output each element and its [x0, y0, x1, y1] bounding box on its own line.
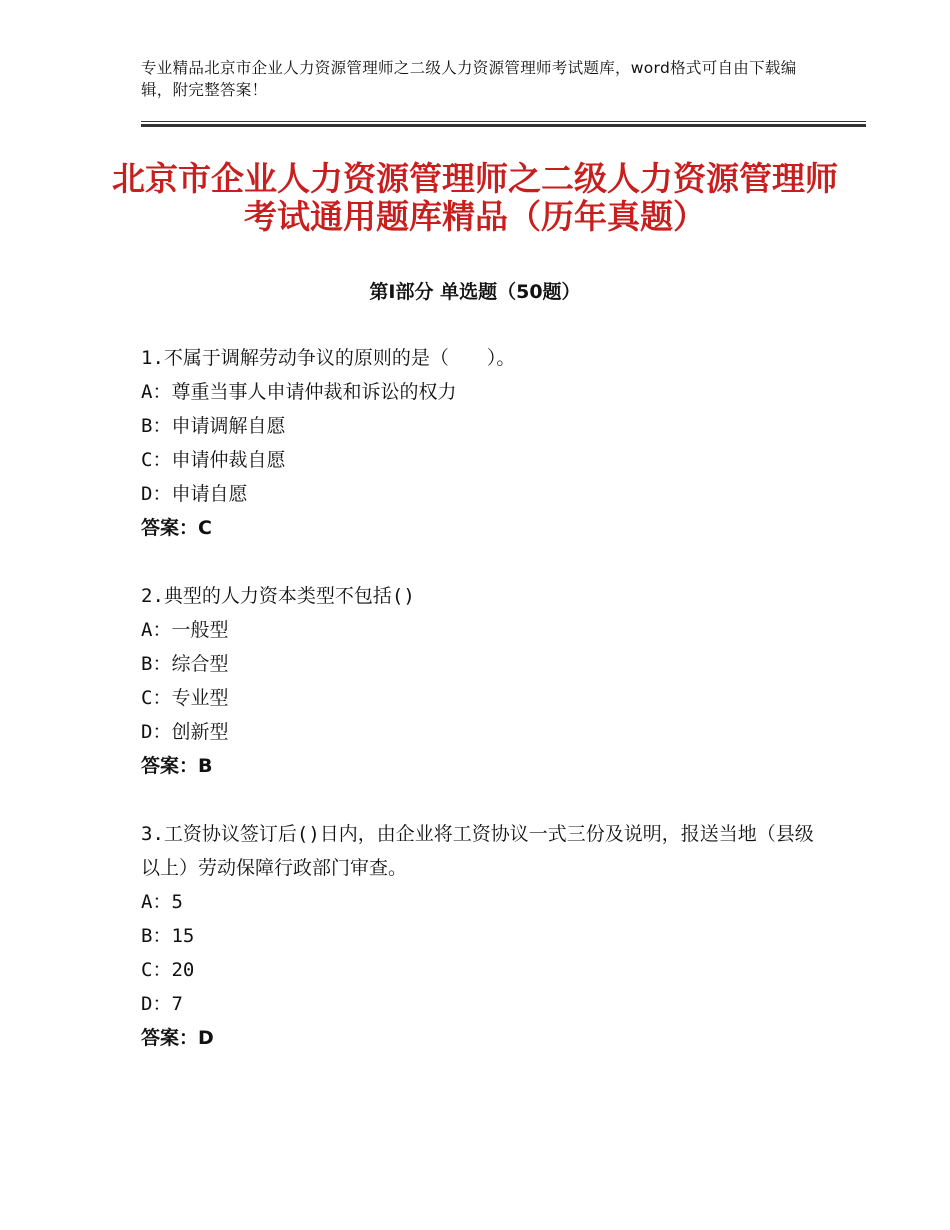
option-c: C：申请仲裁自愿: [141, 449, 286, 471]
question-1: [141, 341, 821, 545]
option-a: A：5: [141, 891, 183, 913]
option-d: D：创新型: [141, 721, 229, 743]
option-b: B：15: [141, 925, 195, 947]
answer: 答案：D: [141, 1027, 214, 1049]
question-3: [141, 817, 821, 1055]
option-a: A：一般型: [141, 619, 229, 641]
question-text: 1.不属于调解劳动争议的原则的是（ ）。: [141, 347, 516, 369]
header-divider-thin: [141, 121, 866, 122]
option-b: B：申请调解自愿: [141, 415, 286, 437]
option-c: C：专业型: [141, 687, 229, 709]
question-text: 2.典型的人力资本类型不包括(): [141, 585, 415, 607]
option-d: D：7: [141, 993, 183, 1015]
option-d: D：申请自愿: [141, 483, 248, 505]
document-title: 北京市企业人力资源管理师之二级人力资源管理师考试通用题库精品（历年真题）: [112, 159, 838, 236]
section-title: 第Ⅰ部分 单选题（50题）: [369, 281, 581, 303]
header-divider-thick: [141, 124, 866, 127]
option-b: B：综合型: [141, 653, 229, 675]
option-c: C：20: [141, 959, 195, 981]
answer: 答案：C: [141, 517, 212, 539]
question-2: [141, 579, 821, 783]
header-note: 专业精品北京市企业人力资源管理师之二级人力资源管理师考试题库，word格式可自由下载编辑，附完整答案！: [141, 59, 797, 99]
option-a: A：尊重当事人申请仲裁和诉讼的权力: [141, 381, 457, 403]
question-list: [141, 341, 821, 1089]
answer: 答案：B: [141, 755, 213, 777]
question-text: 3.工资协议签订后()日内，由企业将工资协议一式三份及说明，报送当地（县级以上）劳动保障行政部门审查。: [141, 823, 814, 879]
